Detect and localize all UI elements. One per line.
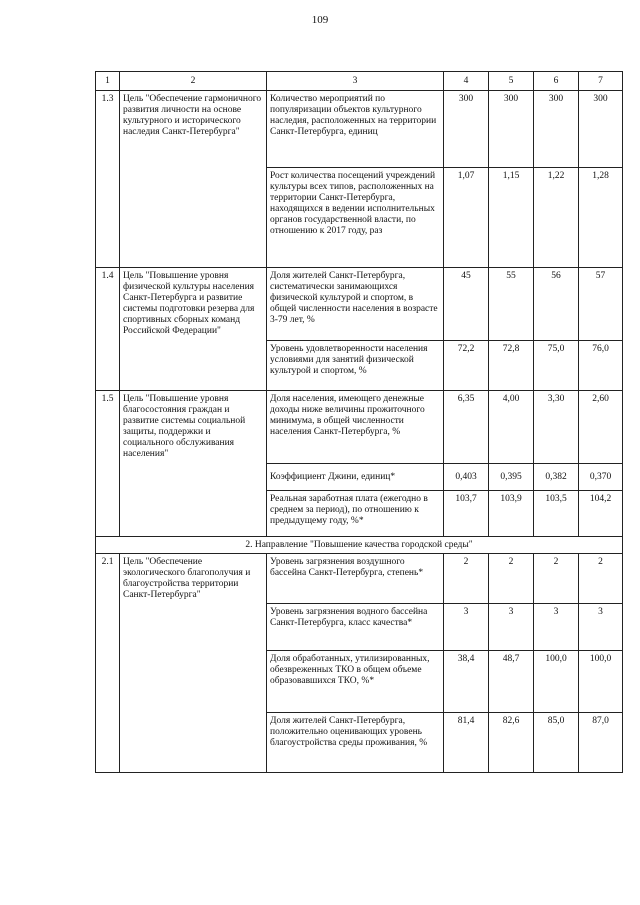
value-cell: 2	[489, 554, 534, 604]
value-cell: 1,22	[534, 168, 579, 268]
value-cell: 2,60	[579, 391, 623, 464]
indicator-cell: Уровень удовлетворенности населения условиями для занятий физической культурой и спортом, %	[267, 341, 444, 391]
value-cell: 4,00	[489, 391, 534, 464]
value-cell: 103,7	[444, 491, 489, 537]
header-cell: 7	[579, 72, 623, 91]
goal-cell: Цель "Обеспечение гармоничного развития личности на основе культурного и исторического наследия Санкт-Петербурга"	[120, 91, 267, 268]
value-cell: 48,7	[489, 651, 534, 713]
value-cell: 103,9	[489, 491, 534, 537]
value-cell: 104,2	[579, 491, 623, 537]
value-cell: 103,5	[534, 491, 579, 537]
indicator-cell: Реальная заработная плата (ежегодно в среднем за период), по отношению к предыдущему году, %*	[267, 491, 444, 537]
page-number: 109	[311, 14, 329, 26]
value-cell: 72,8	[489, 341, 534, 391]
goal-cell: Цель "Обеспечение экологического благополучия и благоустройства территории Санкт-Петербурга"	[120, 554, 267, 773]
table-row	[96, 391, 623, 464]
value-cell: 2	[579, 554, 623, 604]
value-cell: 300	[534, 91, 579, 168]
value-cell: 3	[489, 604, 534, 651]
indicator-cell: Доля обработанных, утилизированных, обезвреженных ТКО в общем объеме образовавшихся ТКО, %*	[267, 651, 444, 713]
header-cell: 1	[96, 72, 120, 91]
value-cell: 55	[489, 268, 534, 341]
header-cell: 6	[534, 72, 579, 91]
value-cell: 87,0	[579, 713, 623, 773]
value-cell: 1,15	[489, 168, 534, 268]
header-cell: 2	[120, 72, 267, 91]
row-number: 2.1	[96, 554, 120, 773]
section-heading: 2. Направление "Повышение качества городской среды"	[96, 537, 623, 554]
value-cell: 6,35	[444, 391, 489, 464]
goal-cell: Цель "Повышение уровня физической культуры населения Санкт-Петербурга и развитие системы подготовки резерва для спортивных сборных команд Российской Федерации"	[120, 268, 267, 391]
value-cell: 0,370	[579, 464, 623, 491]
value-cell: 300	[444, 91, 489, 168]
value-cell: 0,395	[489, 464, 534, 491]
indicator-cell: Доля населения, имеющего денежные доходы ниже величины прожиточного минимума, в общей численности населения Санкт-Петербурга, %	[267, 391, 444, 464]
indicator-cell: Коэффициент Джини, единиц*	[267, 464, 444, 491]
row-number: 1.4	[96, 268, 120, 391]
header-cell: 3	[267, 72, 444, 91]
value-cell: 76,0	[579, 341, 623, 391]
section-row	[96, 537, 623, 554]
value-cell: 300	[489, 91, 534, 168]
value-cell: 100,0	[579, 651, 623, 713]
row-number: 1.5	[96, 391, 120, 537]
value-cell: 3	[534, 604, 579, 651]
header-cell: 4	[444, 72, 489, 91]
row-number: 1.3	[96, 91, 120, 268]
indicator-cell: Рост количества посещений учреждений культуры всех типов, расположенных на территории Санкт-Петербурга, находящихся в ведении исполнительных органов государственной власти, по отношению к 2017 году, раз	[267, 168, 444, 268]
value-cell: 56	[534, 268, 579, 341]
value-cell: 72,2	[444, 341, 489, 391]
indicator-cell: Количество мероприятий по популяризации объектов культурного наследия, расположенных на территории Санкт-Петербурга, единиц	[267, 91, 444, 168]
value-cell: 3	[444, 604, 489, 651]
table-row	[96, 268, 623, 341]
goal-cell: Цель "Повышение уровня благосостояния граждан и развитие системы социальной защиты, поддержки и социального обслуживания населения"	[120, 391, 267, 537]
indicator-cell: Уровень загрязнения водного бассейна Санкт-Петербурга, класс качества*	[267, 604, 444, 651]
value-cell: 0,403	[444, 464, 489, 491]
value-cell: 100,0	[534, 651, 579, 713]
table-row	[96, 554, 623, 604]
value-cell: 2	[444, 554, 489, 604]
value-cell: 85,0	[534, 713, 579, 773]
value-cell: 45	[444, 268, 489, 341]
value-cell: 2	[534, 554, 579, 604]
indicators-table	[95, 71, 623, 773]
indicator-cell: Уровень загрязнения воздушного бассейна Санкт-Петербурга, степень*	[267, 554, 444, 604]
value-cell: 38,4	[444, 651, 489, 713]
value-cell: 82,6	[489, 713, 534, 773]
value-cell: 81,4	[444, 713, 489, 773]
value-cell: 3,30	[534, 391, 579, 464]
header-row	[96, 72, 623, 91]
indicator-cell: Доля жителей Санкт-Петербурга, положительно оценивающих уровень благоустройства среды проживания, %	[267, 713, 444, 773]
indicator-cell: Доля жителей Санкт-Петербурга, систематически занимающихся физической культурой и спортом, в общей численности населения в возрасте 3-79 лет, %	[267, 268, 444, 341]
value-cell: 1,28	[579, 168, 623, 268]
table-row	[96, 91, 623, 168]
value-cell: 1,07	[444, 168, 489, 268]
header-cell: 5	[489, 72, 534, 91]
value-cell: 0,382	[534, 464, 579, 491]
value-cell: 57	[579, 268, 623, 341]
value-cell: 75,0	[534, 341, 579, 391]
value-cell: 3	[579, 604, 623, 651]
value-cell: 300	[579, 91, 623, 168]
